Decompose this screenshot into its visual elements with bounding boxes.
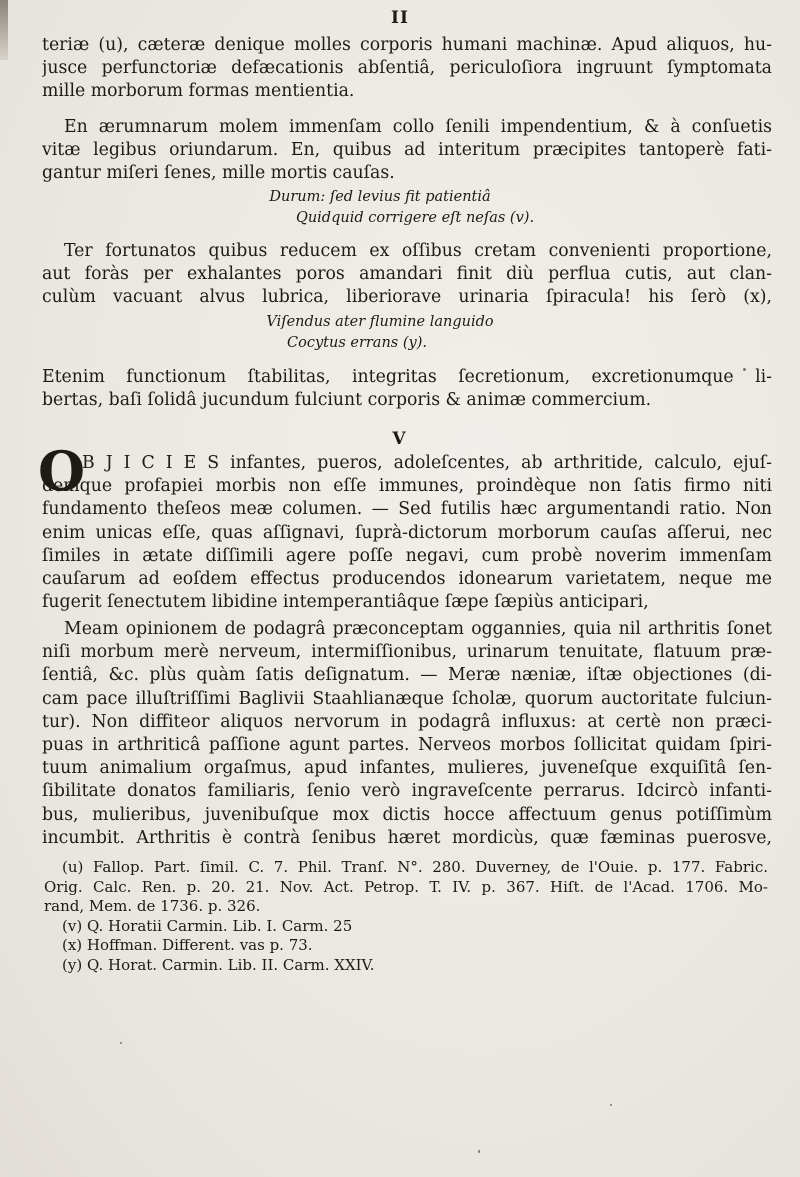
verse-line: Viſendus ater flumine languido [266, 314, 494, 330]
text-line: jusce perfunctoriæ defæcationis abſentiâ, periculoſiora ingruunt ſymptomata [42, 58, 772, 79]
footnote-line: (x) Hoffman. Different. vas p. 73. [62, 936, 313, 955]
text-line: cam pace illuſtriſſimi Baglivii Staahlianæque ſcholæ, quorum auctoritate fulciun- [42, 688, 772, 709]
verse-line: Quidquid corrigere eſt neſas (v). [295, 210, 535, 226]
text-line: bertas, baſi ſolidâ jucundum fulciunt corporis & animæ commercium. [42, 390, 652, 411]
footnote-line: (v) Q. Horatii Carmin. Lib. I. Carm. 25 [62, 916, 353, 935]
footnote-line: (u) Fallop. Part. ſimil. C. 7. Phil. Tranſ. N°. 280. Duverney, de l'Ouie. p. 177. Fabric. [62, 858, 768, 876]
text-line: Meam opinionem de podagrâ præconceptam oggannies, quia nil arthritis ſonet [64, 619, 772, 639]
text-line: culùm vacuant alvus lubrica, liberiorave urinaria ſpiracula! his ſerò (x), [42, 287, 772, 308]
text-line: cauſarum ad eoſdem effectus producendos idonearum varietatem, neque me [42, 568, 772, 589]
drop-cap: O [38, 439, 86, 503]
text-line: fugerit ſenectutem libidine intemperantiâque ſæpe ſæpiùs anticipari, [42, 592, 649, 613]
text-line: Etenim functionum ſtabilitas, integritas ſecretionum, excretionumque li- [42, 367, 772, 387]
text-line: fundamento theſeos meæ columen. — Sed futilis hæc argumentandi ratio. Non [42, 499, 772, 520]
text-line: B J I C I E S infantes, pueros, adoleſcentes, ab arthritide, calculo, ejuſ- [82, 453, 772, 473]
paragraph-4 [42, 366, 772, 412]
text-line: tuum animalium orgaſmus, apud infantes, mulieres, juveneſque exquiſitâ ſen- [42, 758, 772, 779]
footnote-line: (y) Q. Horat. Carmin. Lib. II. Carm. XXIV. [62, 955, 375, 974]
text-line: niſi morbum merè nerveum, intermiſſionibus, urinarum tenuitate, flatuum præ- [42, 642, 772, 663]
text-line: ſimiles in ætate diſſimili agere poſſe negavi, cum probè noverim immenſam [42, 545, 772, 566]
text-line: demque profapiei morbis non eſſe immunes, proindèque non ſatis firmo niti [42, 476, 772, 497]
text-line: tur). Non diffiteor aliquos nervorum in podagrâ influxus: at certè non præci- [42, 711, 772, 732]
verse-line: Durum: ſed levius fit patientiâ [269, 189, 491, 205]
text-line: puas in arthriticâ paſſione agunt partes. Nerveos morbos ſollicitat quidam ſpiri- [42, 734, 772, 755]
text-line: teriæ (u), cæteræ denique molles corporis humani machinæ. Apud aliquos, hu- [42, 35, 772, 55]
footnotes [44, 858, 768, 976]
footnote-line: rand, Mem. de 1736. p. 326. [44, 897, 261, 916]
text-line: incumbit. Arthritis è contrà ſenibus hæret mordicùs, quæ fæminas puerosve, [42, 827, 772, 848]
text-line: bus, mulieribus, juvenibuſque mox dictis hocce affectuum genus potiſſimùm [42, 804, 772, 825]
text-line: aut foràs per exhalantes poros amandari finit diù perflua cutis, aut clan- [42, 264, 772, 285]
verse-quote-1 [0, 187, 800, 229]
text-line: ſibilitate donatos familiaris, ſenio verò ingraveſcente perrarus. Idcircò infanti- [42, 781, 772, 802]
text-line: ſentiâ, &c. plùs quàm ſatis deſignatum. — Meræ næniæ, iſtæ objectiones (di- [42, 665, 772, 686]
text-line: enim unicas eſſe, quas aſſignavi, ſuprà-dictorum morborum cauſas aſſerui, nec [42, 522, 772, 543]
paragraph-6 [42, 618, 772, 850]
paragraph-3 [42, 240, 772, 310]
verse-line: Cocytus errans (y). [287, 335, 427, 351]
paragraph-2 [42, 116, 772, 186]
verse-quote-2 [0, 312, 800, 354]
paragraph-1 [42, 34, 772, 104]
section-heading: V [392, 429, 408, 449]
paragraph-5 [42, 452, 772, 614]
text-line: En ærumnarum molem immenſam collo ſenili impendentium, & à conſuetis [64, 117, 772, 137]
text-line: vitæ legibus oriundarum. En, quibus ad interitum præcipites tantoperè fati- [42, 140, 772, 161]
text-line: Ter fortunatos quibus reducem ex oſſibus cretam convenienti proportione, [64, 241, 772, 261]
page-number: II [391, 8, 409, 28]
footnote-line: Orig. Calc. Ren. p. 20. 21. Nov. Act. Petrop. T. IV. p. 367. Hiſt. de l'Acad. 1706. Mo- [44, 877, 768, 896]
text-line: gantur miſeri ſenes, mille mortis cauſas. [42, 163, 395, 184]
text-line: mille morborum formas mentientia. [42, 81, 355, 102]
